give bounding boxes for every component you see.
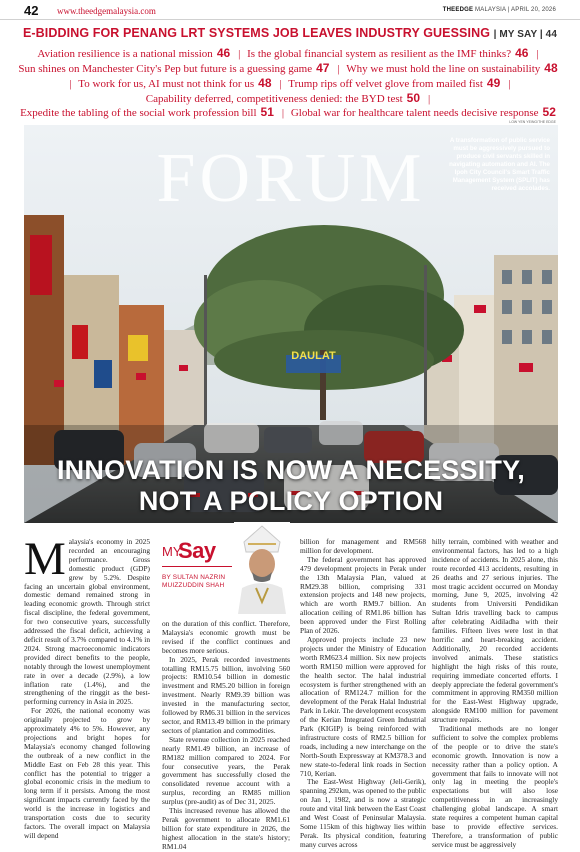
masthead xyxy=(443,7,556,13)
index-separator: | xyxy=(238,48,241,60)
paragraph: billion for management and RM568 million for development. xyxy=(300,537,426,555)
index-item-page: 52 xyxy=(542,105,556,119)
author-portrait xyxy=(234,522,290,614)
drop-cap: M xyxy=(24,533,66,585)
index-separator: | xyxy=(69,78,72,90)
page-header xyxy=(0,0,580,20)
index-separator: | xyxy=(281,107,285,119)
paragraph: on the duration of this conflict. Therefore, Malaysia's economic growth must be revised if the conflict continues and becomes more serious. xyxy=(162,619,290,655)
hero-photo xyxy=(24,125,558,523)
index-row xyxy=(0,76,580,90)
index-item-title[interactable]: Trump rips off velvet glove from mailed fist xyxy=(288,78,483,90)
paragraph: State revenue collection in 2025 reached nearly RM1.49 billion, an increase of RM182 million compared to 2024. For four consecutive years, the Perak government has successfully closed the consolidated revenue account with a surplus, recording an RM85 million surplus (pre-audit) as of Dec 31, 2025. xyxy=(162,734,290,807)
paragraph-text: alaysia's economy in 2025 recorded an encouraging performance. Gross domestic product (GDP) grew by 5.2%. Despite facing an uncertain global environment, domestic demand remained strong in leading economic growth. Through strict fiscal discipline, the federal government, for two consecutive years, successfully addressed the fiscal deficit, achieving a deficit result of 3.7% compared to 4.1% in 2024. Strong macroeconomic indicators provided direct benefits to the people, notably through the lowest unemployment rate in over a decade (2.9%), a low inflation rate (1.4%), and the strengthening of the ringgit as the best-performing currency in Asia in 2025. xyxy=(24,537,150,707)
paragraph: In 2025, Perak recorded investments totalling RM15.75 billion, involving 560 projects: RM10.54 billion in domestic investment and RM5.20 billion in foreign investment. Nearly RM9.39 billion was invested in the manufacturing sector, followed by RM6.31 billion in the services sector, and RM13.49 billion in the primary sectors of plantation and commodities. xyxy=(162,654,290,735)
index-item-title[interactable]: Expedite the tabling of the social work profession bill xyxy=(20,107,257,119)
index-item-title[interactable]: Sun shines on Manchester City's Pep but future is a guessing game xyxy=(18,63,313,75)
lead-teaser[interactable] xyxy=(0,26,580,40)
index-item-page: 46 xyxy=(216,46,231,60)
index-separator: | xyxy=(508,78,511,90)
index-row xyxy=(0,91,580,105)
lead-teaser-section: | MY SAY | 44 xyxy=(493,29,558,40)
index-item-title[interactable]: Is the global financial system as resilient as the IMF thinks? xyxy=(247,48,512,60)
paragraph: For 2026, the national economy was originally projected to grow by approximately 4% to 5%. However, any projections and bright hopes for Malaysia's economy changed following the outbreak of a new conflict in the Middle East on Feb 28 this year. This conflict has the potential to trigger a global economic crisis in the medium to long term if it persists. Among the most significant impacts currently faced by the world is the increase in logistics and transportation costs due to security factors. The overall impact on Malaysia will depend xyxy=(24,706,150,840)
index-separator: | xyxy=(536,48,539,60)
article-column-4 xyxy=(432,537,558,849)
index-item-page: 49 xyxy=(486,76,501,90)
index-item-title[interactable]: To work for us, AI must not think for us xyxy=(78,78,255,90)
article-column-3 xyxy=(300,537,426,849)
paragraph: The East-West Highway (Jeli-Gerik), spanning 292km, was opened to the public on Jan 1, 1982, and is now a strategic route and vital link between the East Coast and West Coast of Peninsular Malaysia. Some 115km of this highway lies within Perak. Its physical condition, featuring many curves across xyxy=(300,777,426,849)
index-item-title[interactable]: Why we must hold the line on sustainability xyxy=(346,63,541,75)
photo-credit: LOW YEN YEING/THE EDGE xyxy=(509,120,556,124)
paragraph: hilly terrain, combined with weather and environmental factors, has led to a high incidence of accidents. In 2025 alone, this route recorded 413 accidents, resulting in 26 deaths and 27 serious injuries. The most tragic accident occurred on Monday morning, June 9, 2025, involving 42 students from Universiti Pendidikan Sultan Idris travelling back to campus after celebrating Aidiladha with their families. Fifteen lives were lost in that horrific and heart-breaking accident. Additionally, 20 recorded accidents involved animals. These statistics highlight the high risks of this route, requiring immediate concerted efforts. I deeply appreciate the federal government's commitment in approving RM350 million for the East-West Highway upgrade, alongside RM100 million for pavement structure repairs. xyxy=(432,537,558,725)
index-item-page: 46 xyxy=(515,46,529,60)
paragraph: Approved projects include 23 new projects under the Ministry of Education worth RM623.4 million. Six new projects worth RM150 million were approved for the health sector. The halal industrial ecosystem is further strengthened with an allocation of RM124.7 million for the development of the Perak Halal Industrial Park in Lekir. The development ecosystem of the Kerian Integrated Green Industrial Park (KIGIP) is being reinforced with infrastructure costs of RM2.5 billion for roads, including a new interchange on the North-South Expressway at KM378.3 and new state-to-federal link roads in Section 710, Kerian. xyxy=(300,634,426,778)
paragraph: The federal government has approved 479 development projects in Perak under the 13th Malaysia Plan, valued at RM29.38 billion, comprising 331 extension projects and 148 new projects, which are worth RM9.7 billion. An allocation ceiling of RM1.86 billion has been approved under the First Rolling Plan of 2026. xyxy=(300,554,426,636)
author-byline xyxy=(162,574,225,590)
paragraph xyxy=(24,533,150,707)
index-item-page: 51 xyxy=(260,105,274,119)
index-row xyxy=(0,46,580,60)
headline-line-1: INNOVATION IS NOW A NECESSITY, xyxy=(56,455,526,485)
index-item-title[interactable]: Capability deferred, competitiveness denied: the BYD test xyxy=(145,93,403,105)
index-separator: | xyxy=(279,78,282,90)
masthead-date: MALAYSIA | APRIL 20, 2026 xyxy=(473,7,556,13)
index-item-title[interactable]: Aviation resilience is a national mission xyxy=(37,48,213,60)
index-item-page: 48 xyxy=(258,76,272,90)
my-say-label-say: Say xyxy=(178,538,216,563)
index-item-page: 47 xyxy=(316,61,330,75)
article-column-2 xyxy=(162,619,290,851)
page-number: 42 xyxy=(24,3,39,18)
paragraph: This increased revenue has allowed the Perak government to allocate RM1.61 billion for state expenditure in 2026, the highest allocation in the state's history; RM1.04 xyxy=(162,806,290,851)
photo-caption: A transformation of public service must be aggressively pursued to produce civil servants skilled in navigating automation and AI. The Ipoh City Council's Smart Traffic Management System (SPLIT) has received accolades. xyxy=(449,137,550,192)
section-title-forum: FORUM xyxy=(156,140,426,217)
index-separator: | xyxy=(337,63,340,75)
my-say-box xyxy=(162,538,290,616)
headline-line-2: NOT A POLICY OPTION xyxy=(138,486,444,516)
index-separator: | xyxy=(428,93,431,105)
index-row xyxy=(0,61,580,75)
masthead-brand: THEEDGE xyxy=(442,7,474,13)
my-say-label-my: MY xyxy=(162,544,182,559)
index-item-title[interactable]: Global war for healthcare talent needs decisive response xyxy=(290,107,539,119)
byline-line-1: BY SULTAN NAZRIN xyxy=(162,574,226,581)
lead-teaser-title: E-BIDDING FOR PENANG LRT SYSTEMS JOB LEAVES INDUSTRY GUESSING xyxy=(22,26,491,40)
paragraph: Traditional methods are no longer sufficient to solve the complex problems of the people or to drive the state's economic growth. Innovation is now a necessity rather than a policy option. A government that fails to innovate will not only lag in meeting the people's expectations but will also lose competitiveness in an increasingly challenging global landscape. A smart state requires a competent human capital base to provide effective services. Therefore, a transformation of public service must be aggressively xyxy=(432,724,558,849)
article-column-1 xyxy=(24,533,150,840)
my-say-rule xyxy=(162,566,232,567)
index-item-page: 48 xyxy=(544,61,558,75)
site-url-link[interactable]: www.theedgemalaysia.com xyxy=(57,6,156,16)
index-item-page: 50 xyxy=(406,91,421,105)
byline-line-2: MUIZZUDDIN SHAH xyxy=(162,582,225,589)
article-headline xyxy=(24,455,558,517)
shop-sign-text: DAULAT xyxy=(291,350,336,362)
index-row xyxy=(0,105,580,119)
